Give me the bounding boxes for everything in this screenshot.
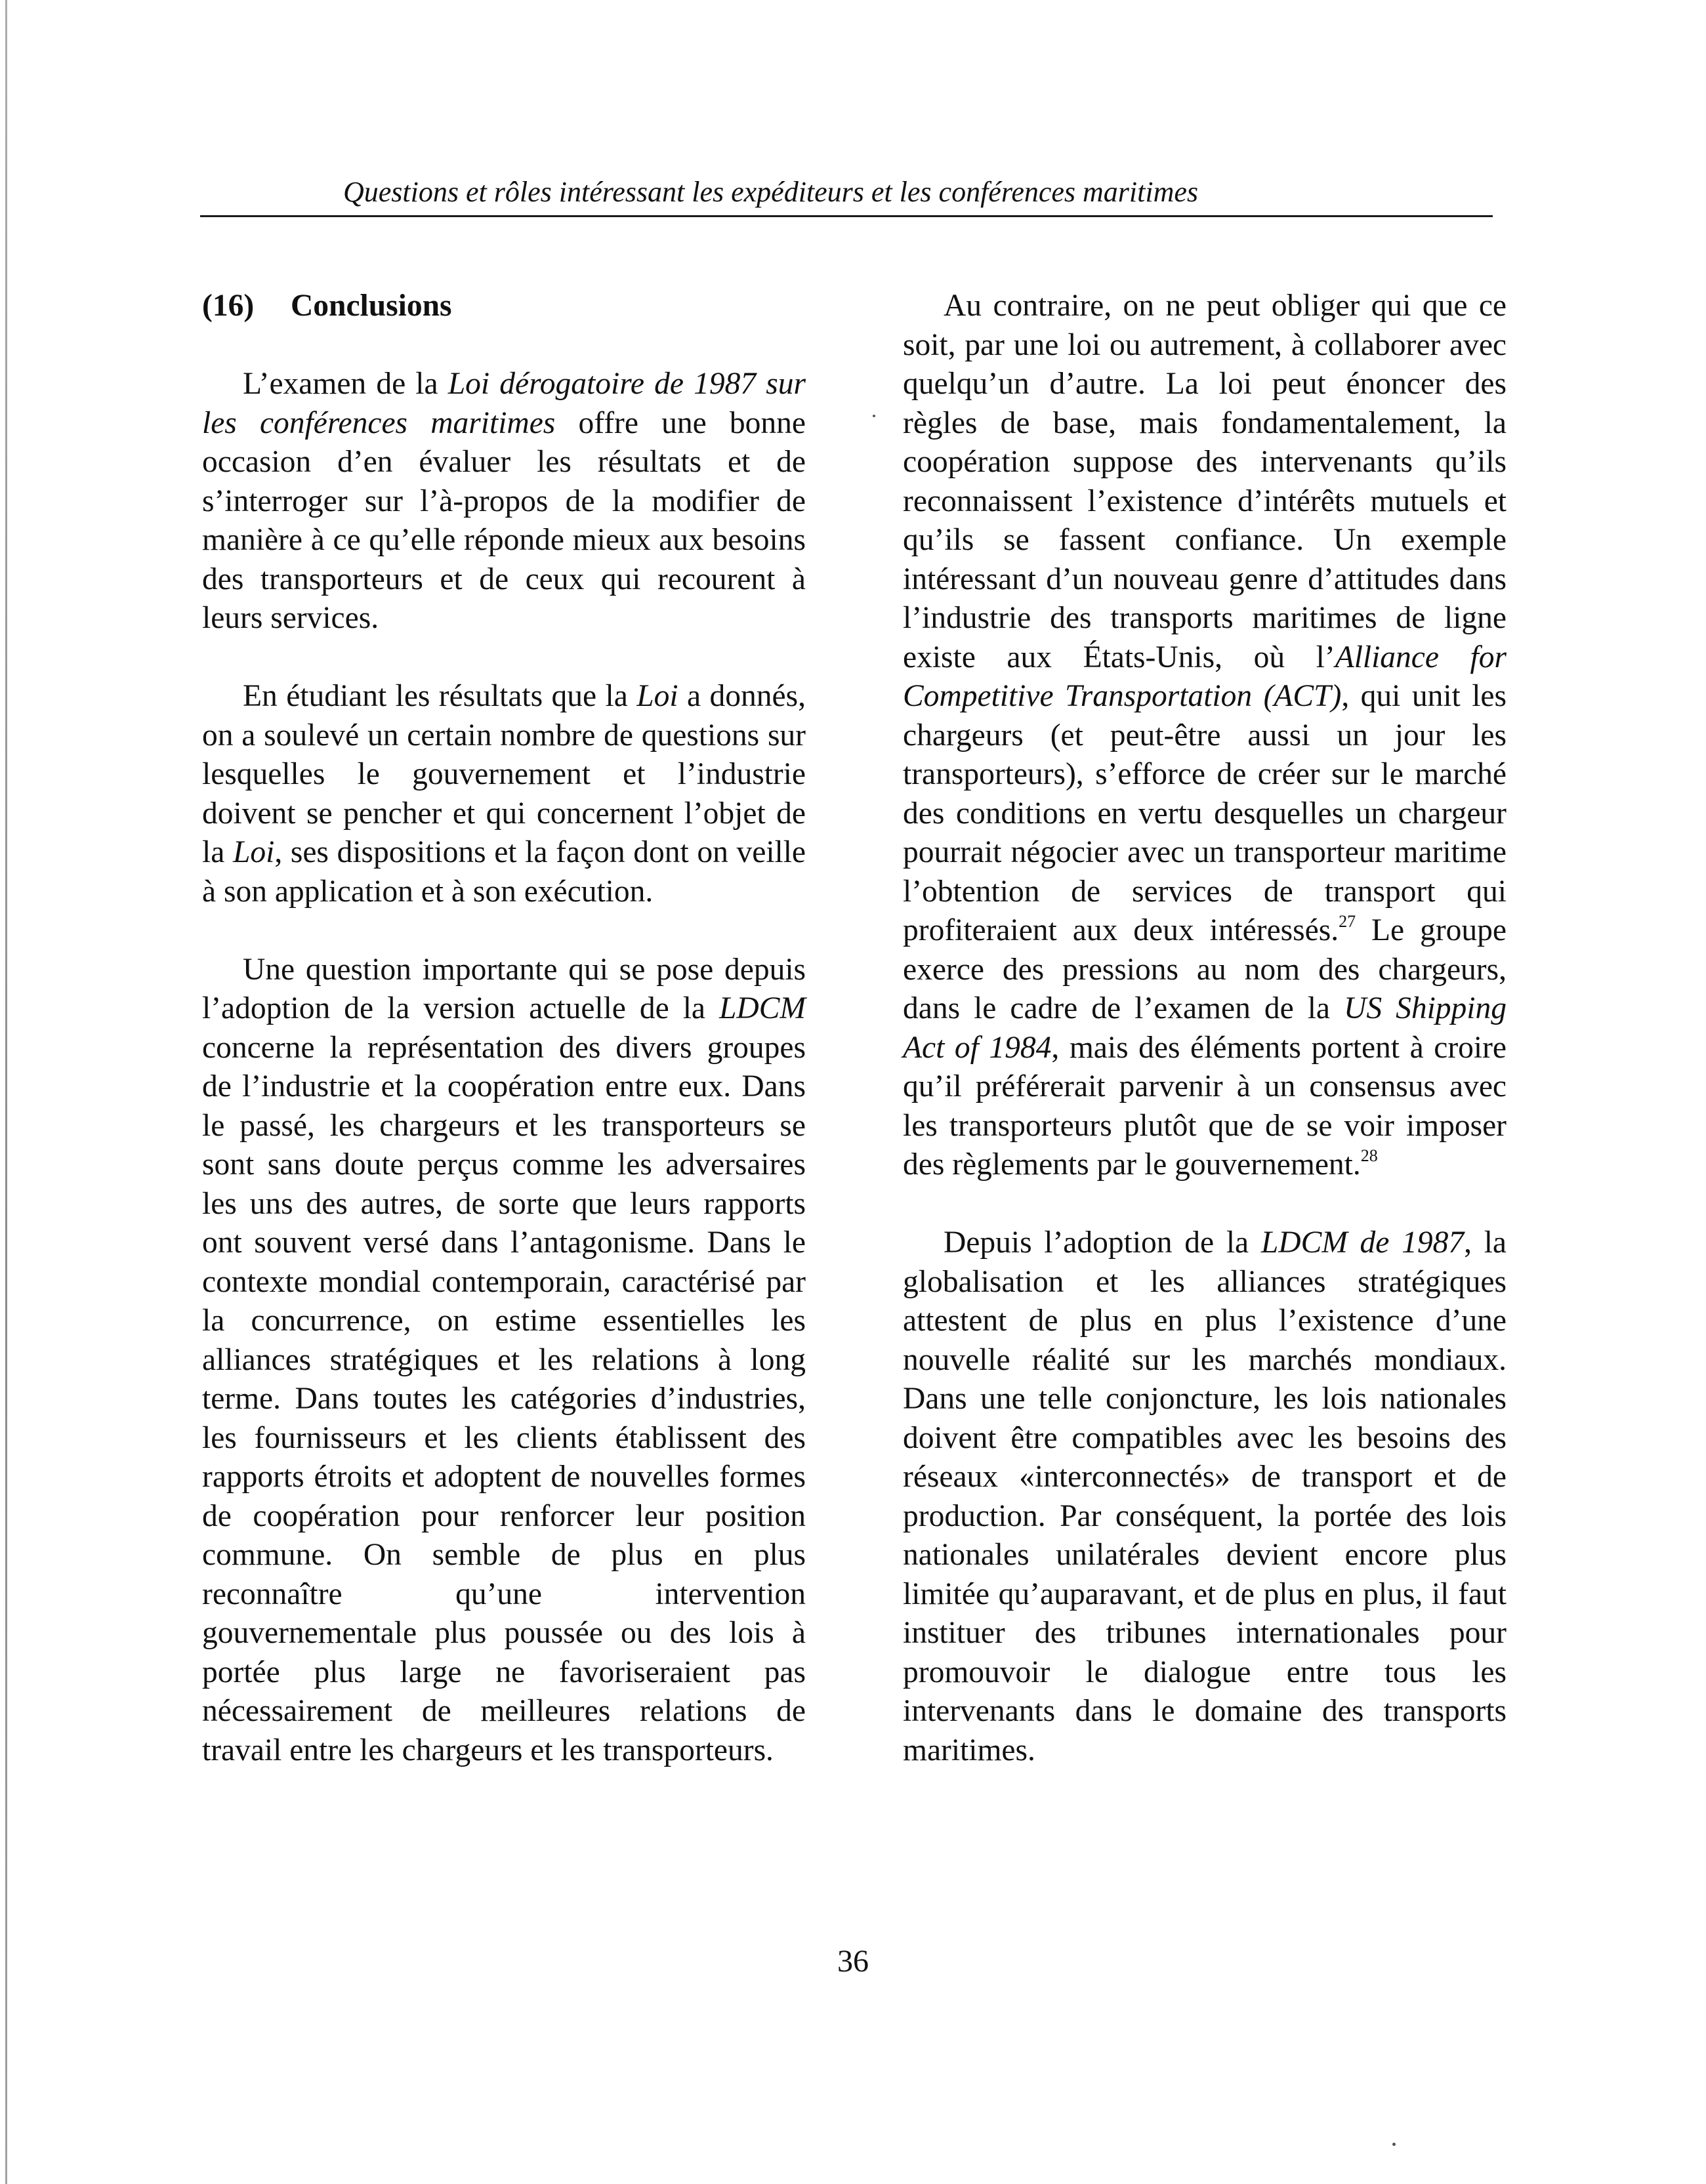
section-number: (16) bbox=[202, 289, 255, 323]
section-title: Conclusions bbox=[291, 289, 452, 323]
paragraph-left-2 bbox=[202, 677, 806, 911]
text-run: , ses dispositions et la façon dont on veille à son application et à son exécution. bbox=[202, 835, 806, 909]
paragraph-right-2 bbox=[903, 1224, 1507, 1770]
paragraph-left-1 bbox=[202, 365, 806, 638]
text-run: Depuis l’adoption de la bbox=[944, 1226, 1261, 1260]
text-run: , qui unit les chargeurs (et peut-être aussi un jour les transporteurs), s’efforce de créer sur le marché des conditions en vertu desquelles un chargeur pourrait négocier avec un transporteur maritime l’obtention de services de transport qui profiteraient aux deux intéressés. bbox=[903, 679, 1507, 947]
italic-title: US Shipping Act of 1984 bbox=[903, 991, 1507, 1065]
paragraph-left-3 bbox=[202, 951, 806, 1771]
italic-term: Loi bbox=[232, 835, 275, 869]
text-run: concerne la représentation des divers groupes de l’industrie et la coopération entre eux. Dans le passé, les chargeurs et les transporteurs se sont sans doute perçus comme les adversaires les uns des autres, de sorte que leurs rapports ont souvent versé dans l’antagonisme. Dans le contexte mondial contemporain, caractérisé par la concurrence, on estime essentielles les alliances stratégiques et les relations à long terme. Dans toutes les catégories d’industries, les fournisseurs et les clients établissent des rapports étroits et adoptent de nouvelles formes de coopération pour renforcer leur position commune. On semble de plus en plus reconnaître qu’une intervention gouvernementale plus poussée ou des lois à portée plus large ne favoriseraient pas nécessairement de meilleures relations de travail entre les chargeurs et les transporteurs. bbox=[202, 1030, 806, 1767]
section-heading bbox=[202, 287, 806, 326]
left-column bbox=[202, 287, 806, 1809]
italic-term: LDCM bbox=[719, 991, 806, 1025]
text-run: , la globalisation et les alliances stratégiques attestent de plus en plus l’existence d’une nouvelle réalité sur les marchés mondiaux. Dans une telle conjoncture, les lois nationales doivent être compatibles avec les besoins des réseaux «interconnectés» de transport et de production. Par conséquent, la portée des lois nationales unilatérales devient encore plus limitée qu’auparavant, et de plus en plus, il faut instituer des tribunes internationales pour promouvoir le dialogue entre tous les intervenants dans le domaine des transports maritimes. bbox=[903, 1226, 1507, 1767]
text-run: En étudiant les résultats que la bbox=[243, 679, 637, 713]
italic-term: Loi bbox=[636, 679, 678, 713]
running-header bbox=[200, 173, 1493, 217]
page-number: 36 bbox=[837, 1944, 869, 1979]
scan-speck bbox=[873, 415, 875, 417]
running-header-title: Questions et rôles intéressant les expéditeurs et les conférences maritimes bbox=[343, 176, 1199, 208]
paragraph-right-1 bbox=[903, 287, 1507, 1185]
text-run: a donnés, on a soulevé un certain nombre de questions sur lesquelles le gouvernement et l’industrie doivent se pencher et qui concernent l’objet de la bbox=[202, 679, 806, 869]
italic-title: Loi dérogatoire de 1987 sur les conférences maritimes bbox=[202, 367, 806, 440]
footnote-ref: 27 bbox=[1339, 912, 1356, 931]
text-run: Au contraire, on ne peut obliger qui que ce soit, par une loi ou autrement, à collaborer avec quelqu’un d’autre. La loi peut énoncer des règles de base, mais fondamentalement, la coopération suppose des intervenants qu’ils reconnaissent l’existence d’intérêts mutuels et qu’ils se fassent confiance. Un exemple intéressant d’un nouveau genre d’attitudes dans l’industrie des transports maritimes de ligne existe aux États-Unis, où l’ bbox=[903, 289, 1507, 674]
footnote-ref: 28 bbox=[1360, 1146, 1378, 1165]
scan-edge bbox=[5, 0, 7, 2184]
text-run: L’examen de la bbox=[243, 367, 448, 401]
italic-organization: Alliance for Competitive Transportation (ACT) bbox=[903, 640, 1507, 713]
italic-term: LDCM de 1987 bbox=[1260, 1226, 1465, 1260]
text-run: , mais des éléments portent à croire qu’il préférerait parvenir à un consensus avec les transporteurs plutôt que de se voir imposer des règlements par le gouvernement. bbox=[903, 1030, 1507, 1182]
scan-speck bbox=[1392, 2143, 1396, 2146]
text-run: Une question importante qui se pose depuis l’adoption de la version actuelle de la bbox=[202, 952, 806, 1025]
text-run: Le groupe exerce des pressions au nom des chargeurs, dans le cadre de l’examen de la bbox=[903, 913, 1507, 1025]
text-run: offre une bonne occasion d’en évaluer les résultats et de s’interroger sur l’à-propos de la modifier de manière à ce qu’elle réponde mieux aux besoins des transporteurs et de ceux qui recourent à leurs services. bbox=[202, 405, 806, 635]
right-column bbox=[903, 287, 1507, 1809]
